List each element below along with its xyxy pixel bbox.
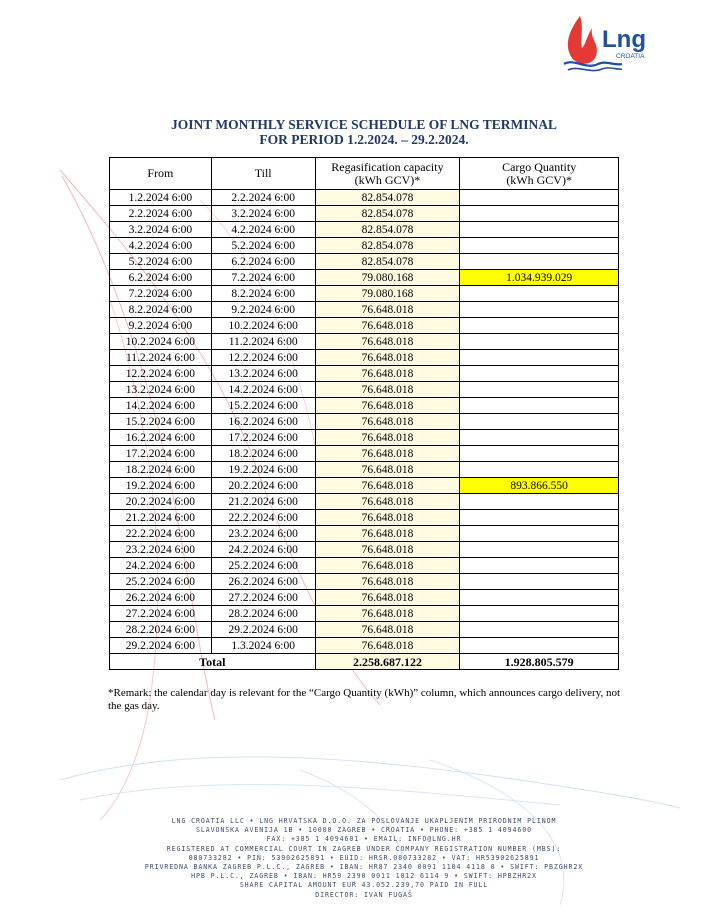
cell-till: 10.2.2024 6:00	[211, 318, 315, 334]
cell-from: 19.2.2024 6:00	[110, 478, 212, 494]
table-row	[110, 286, 619, 302]
footer-line: DIRECTOR: IVAN FUGAŠ	[315, 890, 413, 899]
cell-till: 12.2.2024 6:00	[211, 350, 315, 366]
cell-from: 11.2.2024 6:00	[110, 350, 212, 366]
cell-from: 24.2.2024 6:00	[110, 558, 212, 574]
cell-cargo	[460, 286, 619, 302]
cell-till: 3.2.2024 6:00	[211, 206, 315, 222]
cell-from: 29.2.2024 6:00	[110, 638, 212, 654]
cell-regas: 76.648.018	[315, 510, 460, 526]
cell-till: 26.2.2024 6:00	[211, 574, 315, 590]
total-label: Total	[110, 654, 316, 670]
header-cargo	[460, 158, 619, 190]
table-row	[110, 414, 619, 430]
cell-till: 13.2.2024 6:00	[211, 366, 315, 382]
footer-line: FAX: +385 1 4094601 • EMAIL: INFO@LNG.HR	[266, 835, 462, 844]
cell-till: 24.2.2024 6:00	[211, 542, 315, 558]
total-row	[110, 654, 619, 670]
cell-cargo	[460, 366, 619, 382]
cell-regas: 82.854.078	[315, 254, 460, 270]
title-line-2: FOR PERIOD 1.2.2024. – 29.2.2024.	[259, 132, 469, 147]
table-row	[110, 302, 619, 318]
cell-regas: 82.854.078	[315, 206, 460, 222]
cell-from: 7.2.2024 6:00	[110, 286, 212, 302]
total-regas: 2.258.687.122	[315, 654, 460, 670]
cell-till: 18.2.2024 6:00	[211, 446, 315, 462]
cell-cargo	[460, 318, 619, 334]
cell-from: 4.2.2024 6:00	[110, 238, 212, 254]
table-row	[110, 510, 619, 526]
cell-till: 28.2.2024 6:00	[211, 606, 315, 622]
cell-regas: 76.648.018	[315, 622, 460, 638]
cell-cargo: 893.866.550	[460, 478, 619, 494]
cell-regas: 76.648.018	[315, 334, 460, 350]
total-cargo: 1.928.805.579	[460, 654, 619, 670]
title-line-1: JOINT MONTHLY SERVICE SCHEDULE OF LNG TERMINAL	[170, 117, 558, 132]
table-row	[110, 222, 619, 238]
cell-regas: 76.648.018	[315, 526, 460, 542]
cell-till: 25.2.2024 6:00	[211, 558, 315, 574]
cell-cargo	[460, 430, 619, 446]
cell-till: 22.2.2024 6:00	[211, 510, 315, 526]
cell-till: 11.2.2024 6:00	[211, 334, 315, 350]
cell-from: 20.2.2024 6:00	[110, 494, 212, 510]
table-row	[110, 590, 619, 606]
cell-cargo	[460, 622, 619, 638]
cell-regas: 76.648.018	[315, 446, 460, 462]
cell-from: 25.2.2024 6:00	[110, 574, 212, 590]
header-regas-line1: Regasification capacity	[331, 159, 444, 174]
logo-brand: Lng	[602, 26, 646, 53]
cell-from: 9.2.2024 6:00	[110, 318, 212, 334]
cell-till: 15.2.2024 6:00	[211, 398, 315, 414]
header-row	[110, 158, 619, 190]
cell-till: 21.2.2024 6:00	[211, 494, 315, 510]
cell-cargo	[460, 526, 619, 542]
header-from: From	[110, 158, 212, 190]
cell-cargo	[460, 222, 619, 238]
cell-cargo	[460, 606, 619, 622]
table-row	[110, 478, 619, 494]
cell-regas: 79.080.168	[315, 270, 460, 286]
remark-note: *Remark: the calendar day is relevant for the “Cargo Quantity (kWh)” column, which announces cargo delivery, not the gas day.	[108, 687, 621, 712]
cell-cargo	[460, 574, 619, 590]
cell-regas: 76.648.018	[315, 494, 460, 510]
cell-regas: 76.648.018	[315, 318, 460, 334]
table-row	[110, 494, 619, 510]
cell-cargo	[460, 558, 619, 574]
cell-regas: 76.648.018	[315, 638, 460, 654]
footer-line: PRIVREDNA BANKA ZAGREB P.L.C., ZAGREB • IBAN: HR87 2340 0091 1104 4118 0 • SWIFT: PBZGHR2X	[144, 863, 584, 872]
flame-wave-icon	[562, 12, 662, 76]
cell-regas: 76.648.018	[315, 350, 460, 366]
cell-cargo	[460, 238, 619, 254]
cell-till: 8.2.2024 6:00	[211, 286, 315, 302]
cell-regas: 76.648.018	[315, 574, 460, 590]
cell-cargo	[460, 190, 619, 206]
table-row	[110, 334, 619, 350]
cell-cargo	[460, 446, 619, 462]
cell-from: 23.2.2024 6:00	[110, 542, 212, 558]
cell-cargo	[460, 350, 619, 366]
cell-till: 14.2.2024 6:00	[211, 382, 315, 398]
table-row	[110, 366, 619, 382]
cell-till: 23.2.2024 6:00	[211, 526, 315, 542]
footer-line: SLAVONSKA AVENIJA 1B • 10000 ZAGREB • CROATIA • PHONE: +385 1 4094600	[195, 826, 532, 835]
footer-line: HPB P.L.C., ZAGREB • IBAN: HR59 2390 0011 1012 6114 9 • SWIFT: HPBZHR2X	[191, 872, 537, 881]
table-row	[110, 558, 619, 574]
cell-cargo	[460, 414, 619, 430]
footer-line: REGISTERED AT COMMERCIAL COURT IN ZAGREB UNDER COMPANY REGISTRATION NUMBER (MBS):	[166, 844, 562, 853]
cell-from: 16.2.2024 6:00	[110, 430, 212, 446]
table-row	[110, 238, 619, 254]
cell-till: 6.2.2024 6:00	[211, 254, 315, 270]
cell-from: 22.2.2024 6:00	[110, 526, 212, 542]
cell-cargo: 1.034.939.029	[460, 270, 619, 286]
table-row	[110, 430, 619, 446]
table-row	[110, 638, 619, 654]
table-row	[110, 574, 619, 590]
table-row	[110, 622, 619, 638]
table-row	[110, 446, 619, 462]
cell-from: 27.2.2024 6:00	[110, 606, 212, 622]
cell-till: 5.2.2024 6:00	[211, 238, 315, 254]
cell-till: 1.3.2024 6:00	[211, 638, 315, 654]
cell-regas: 76.648.018	[315, 478, 460, 494]
cell-till: 27.2.2024 6:00	[211, 590, 315, 606]
cell-from: 3.2.2024 6:00	[110, 222, 212, 238]
cell-from: 14.2.2024 6:00	[110, 398, 212, 414]
cell-till: 9.2.2024 6:00	[211, 302, 315, 318]
footer-line: 080733282 • PIN: 53902625891 • EUID: HRSR.080733282 • VAT: HR53902625891	[188, 853, 540, 862]
cell-regas: 76.648.018	[315, 558, 460, 574]
table-row	[110, 254, 619, 270]
header-cargo-line1: Cargo Quantity	[502, 159, 577, 174]
footer-line: LNG CROATIA LLC • LNG HRVATSKA D.O.O. ZA POSLOVANJE UKAPLJENIM PRIRODNIM PLINOM	[171, 817, 557, 825]
cell-regas: 76.648.018	[315, 398, 460, 414]
header-till: Till	[211, 158, 315, 190]
lng-croatia-logo	[562, 12, 662, 76]
cell-till: 4.2.2024 6:00	[211, 222, 315, 238]
cell-from: 26.2.2024 6:00	[110, 590, 212, 606]
cell-from: 18.2.2024 6:00	[110, 462, 212, 478]
table-row	[110, 526, 619, 542]
table-row	[110, 190, 619, 206]
cell-cargo	[460, 590, 619, 606]
cell-till: 29.2.2024 6:00	[211, 622, 315, 638]
cell-from: 5.2.2024 6:00	[110, 254, 212, 270]
cell-cargo	[460, 334, 619, 350]
cell-from: 6.2.2024 6:00	[110, 270, 212, 286]
cell-regas: 76.648.018	[315, 462, 460, 478]
cell-from: 17.2.2024 6:00	[110, 446, 212, 462]
cell-regas: 76.648.018	[315, 302, 460, 318]
cell-regas: 76.648.018	[315, 542, 460, 558]
cell-regas: 76.648.018	[315, 606, 460, 622]
cell-regas: 82.854.078	[315, 190, 460, 206]
cell-cargo	[460, 254, 619, 270]
cell-from: 2.2.2024 6:00	[110, 206, 212, 222]
cell-from: 28.2.2024 6:00	[110, 622, 212, 638]
cell-till: 7.2.2024 6:00	[211, 270, 315, 286]
cell-from: 13.2.2024 6:00	[110, 382, 212, 398]
table-row	[110, 606, 619, 622]
table-row	[110, 350, 619, 366]
cell-regas: 76.648.018	[315, 414, 460, 430]
cell-from: 1.2.2024 6:00	[110, 190, 212, 206]
schedule-table	[109, 157, 619, 670]
table-row	[110, 206, 619, 222]
cell-cargo	[460, 462, 619, 478]
cell-cargo	[460, 302, 619, 318]
company-footer	[0, 817, 728, 900]
footer-line: SHARE CAPITAL AMOUNT EUR 43.052.239,70 PAID IN FULL	[239, 881, 489, 890]
cell-cargo	[460, 206, 619, 222]
cell-from: 12.2.2024 6:00	[110, 366, 212, 382]
cell-regas: 76.648.018	[315, 590, 460, 606]
cell-regas: 76.648.018	[315, 366, 460, 382]
cell-regas: 82.854.078	[315, 238, 460, 254]
cell-cargo	[460, 398, 619, 414]
table-row	[110, 270, 619, 286]
cell-regas: 76.648.018	[315, 430, 460, 446]
cell-from: 21.2.2024 6:00	[110, 510, 212, 526]
cell-cargo	[460, 494, 619, 510]
table-row	[110, 318, 619, 334]
cell-till: 19.2.2024 6:00	[211, 462, 315, 478]
cell-from: 10.2.2024 6:00	[110, 334, 212, 350]
table-row	[110, 382, 619, 398]
cell-till: 16.2.2024 6:00	[211, 414, 315, 430]
cell-from: 15.2.2024 6:00	[110, 414, 212, 430]
header-cargo-line2: (kWh GCV)*	[506, 172, 572, 187]
cell-cargo	[460, 638, 619, 654]
header-regas	[315, 158, 460, 190]
header-regas-line2: (kWh GCV)*	[354, 172, 421, 187]
cell-regas: 76.648.018	[315, 382, 460, 398]
table-row	[110, 398, 619, 414]
cell-cargo	[460, 542, 619, 558]
cell-regas: 82.854.078	[315, 222, 460, 238]
cell-cargo	[460, 510, 619, 526]
logo-sub: CROATIA	[616, 53, 645, 60]
cell-regas: 79.080.168	[315, 286, 460, 302]
cell-till: 2.2.2024 6:00	[211, 190, 315, 206]
cell-from: 8.2.2024 6:00	[110, 302, 212, 318]
table-row	[110, 542, 619, 558]
cell-cargo	[460, 382, 619, 398]
cell-till: 17.2.2024 6:00	[211, 430, 315, 446]
cell-till: 20.2.2024 6:00	[211, 478, 315, 494]
table-row	[110, 462, 619, 478]
